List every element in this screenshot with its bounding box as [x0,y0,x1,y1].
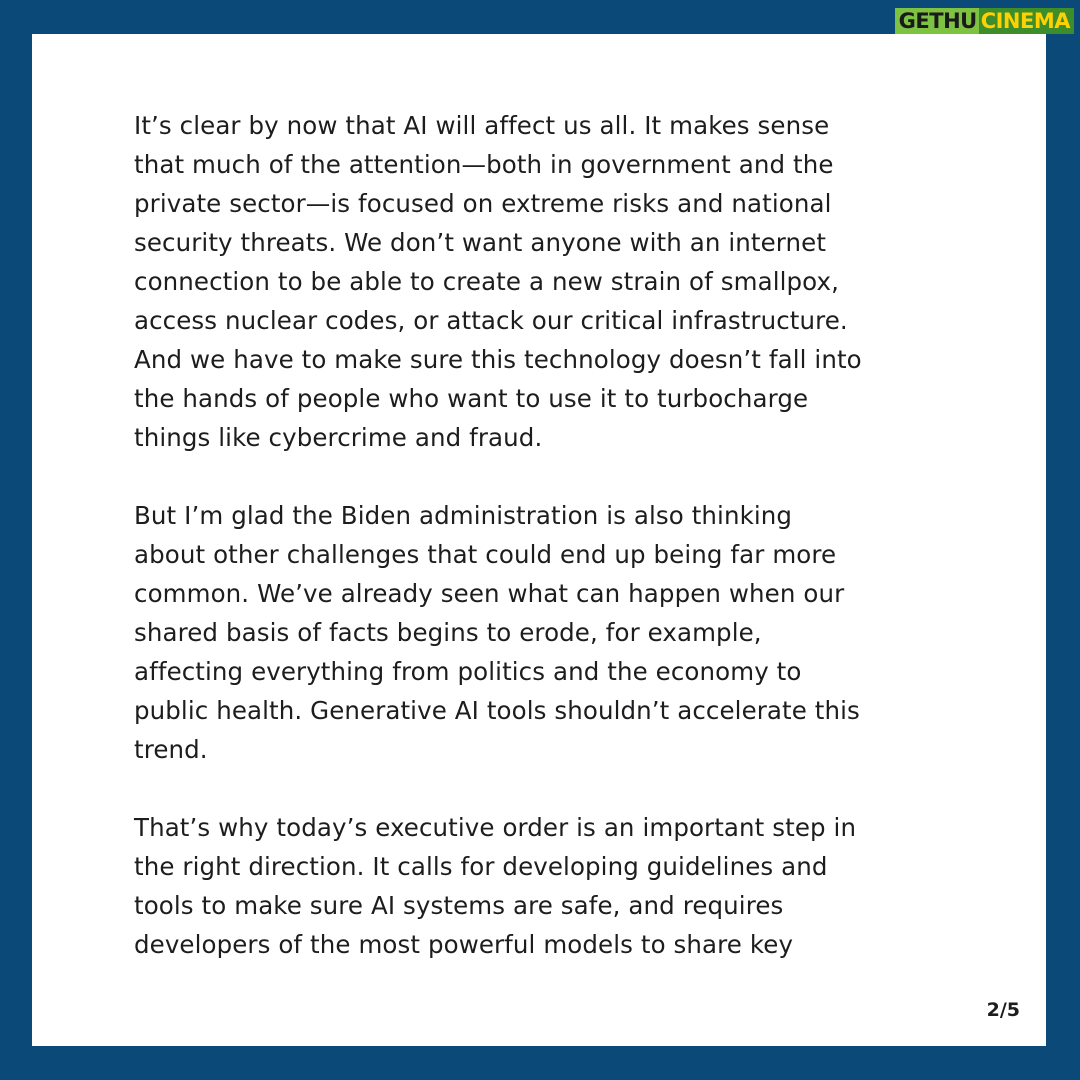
text-line: That’s why today’s executive order is an important step in [134,813,857,842]
paragraph-2 [134,496,994,769]
page-indicator: 2/5 [986,999,1020,1021]
text-line: the hands of people who want to use it to turbocharge [134,384,809,413]
text-line: tools to make sure AI systems are safe, and requires [134,891,784,920]
text-line: common. We’ve already seen what can happen when our [134,579,845,608]
text-line: things like cybercrime and fraud. [134,423,543,452]
text-line: It’s clear by now that AI will affect us all. It makes sense [134,111,830,140]
paragraph-1 [134,106,994,457]
statement-text [134,106,994,1003]
watermark-part-2: CINEMA [979,8,1074,34]
text-line: public health. Generative AI tools shouldn’t accelerate this [134,696,860,725]
text-line: affecting everything from politics and the economy to [134,657,802,686]
text-line: And we have to make sure this technology doesn’t fall into [134,345,862,374]
watermark-logo [895,8,1074,34]
text-line: connection to be able to create a new strain of smallpox, [134,267,839,296]
text-line: But I’m glad the Biden administration is also thinking [134,501,793,530]
watermark-part-1: GETHU [895,8,979,34]
text-line: the right direction. It calls for developing guidelines and [134,852,828,881]
text-line: that much of the attention—both in government and the [134,150,834,179]
text-line: shared basis of facts begins to erode, for example, [134,618,762,647]
content-card [32,34,1046,1046]
text-line: private sector—is focused on extreme risks and national [134,189,832,218]
text-line: security threats. We don’t want anyone with an internet [134,228,827,257]
text-line: about other challenges that could end up being far more [134,540,837,569]
text-line: trend. [134,735,208,764]
paragraph-3 [134,808,994,964]
text-line: developers of the most powerful models to share key [134,930,794,959]
text-line: access nuclear codes, or attack our critical infrastructure. [134,306,848,335]
